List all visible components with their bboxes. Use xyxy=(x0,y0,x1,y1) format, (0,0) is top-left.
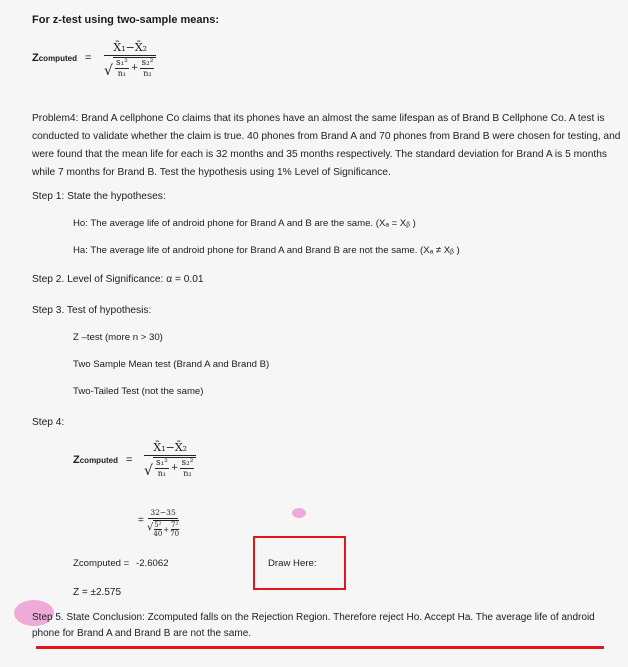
step3-line3: Two-Tailed Test (not the same) xyxy=(73,386,204,397)
step4-critical-value: Z = ±2.575 xyxy=(73,587,122,598)
step3-line1: Z –test (more n > 30) xyxy=(73,332,163,343)
step3-line2: Two Sample Mean test (Brand A and Brand B) xyxy=(73,359,270,370)
red-underline xyxy=(36,646,604,649)
step4-formula-lhs: Zcomputed = xyxy=(73,454,133,466)
step4-title: Step 4: xyxy=(32,417,65,428)
formula-fraction xyxy=(104,41,156,79)
step1-ha: Ha: The average life of android phone for Brand A and Brand B are not the same. (Xₐ ≠ Xᵦ ) xyxy=(73,245,460,256)
step5-conclusion: Step 5. State Conclusion: Zcomputed falls on the Rejection Region. Therefore reject Ho. Accept Ha. The average life of android phone for Brand A and Brand B are not the same. xyxy=(32,612,595,639)
problem-statement: Problem4: Brand A cellphone Co claims that its phones have an almost the same lifespan as of Brand B Cellphone Co. A test is conducted to validate whether the claim is true. 40 phones from Brand A and 70 phones from Brand B were chosen for testing, and were found that the mean life for each is 32 months and 35 months respectively. The standard deviation for Brand A is 5 months while 7 months for Brand B. Test the hypothesis using 1% Level of Significance. xyxy=(32,113,621,178)
step1-title: Step 1: State the hypotheses: xyxy=(32,191,166,202)
step1-ho: Ho: The average life of android phone for Brand A and B are the same. (Xₐ = Xᵦ ) xyxy=(73,218,416,229)
step2-text: Step 2. Level of Significance: α = 0.01 xyxy=(32,274,204,285)
draw-here-label: Draw Here: xyxy=(268,558,317,569)
step4-sub-equals: = xyxy=(138,515,144,526)
formula-numerator: X̄₁−X̄₂ xyxy=(113,41,148,54)
step4-substituted-fraction: 32−35 √ 5² 40 + 7² 70 xyxy=(147,508,180,538)
formula-denominator: √ s₁² n₁ + s₂² n₂ xyxy=(104,57,156,79)
step3-title: Step 3. Test of hypothesis: xyxy=(32,305,152,316)
formula-lhs: Zcomputed = xyxy=(32,52,92,64)
page-heading: For z-test using two-sample means: xyxy=(32,14,220,26)
step4-formula-fraction: X̄₁−X̄₂ √ s₁² n₁ + s₂² n₂ xyxy=(144,441,196,479)
step4-result-value: -2.6062 xyxy=(136,558,169,569)
step4-result-label: Zcomputed = xyxy=(73,558,130,569)
draw-here-box[interactable] xyxy=(253,536,346,590)
pink-mark xyxy=(292,508,306,518)
